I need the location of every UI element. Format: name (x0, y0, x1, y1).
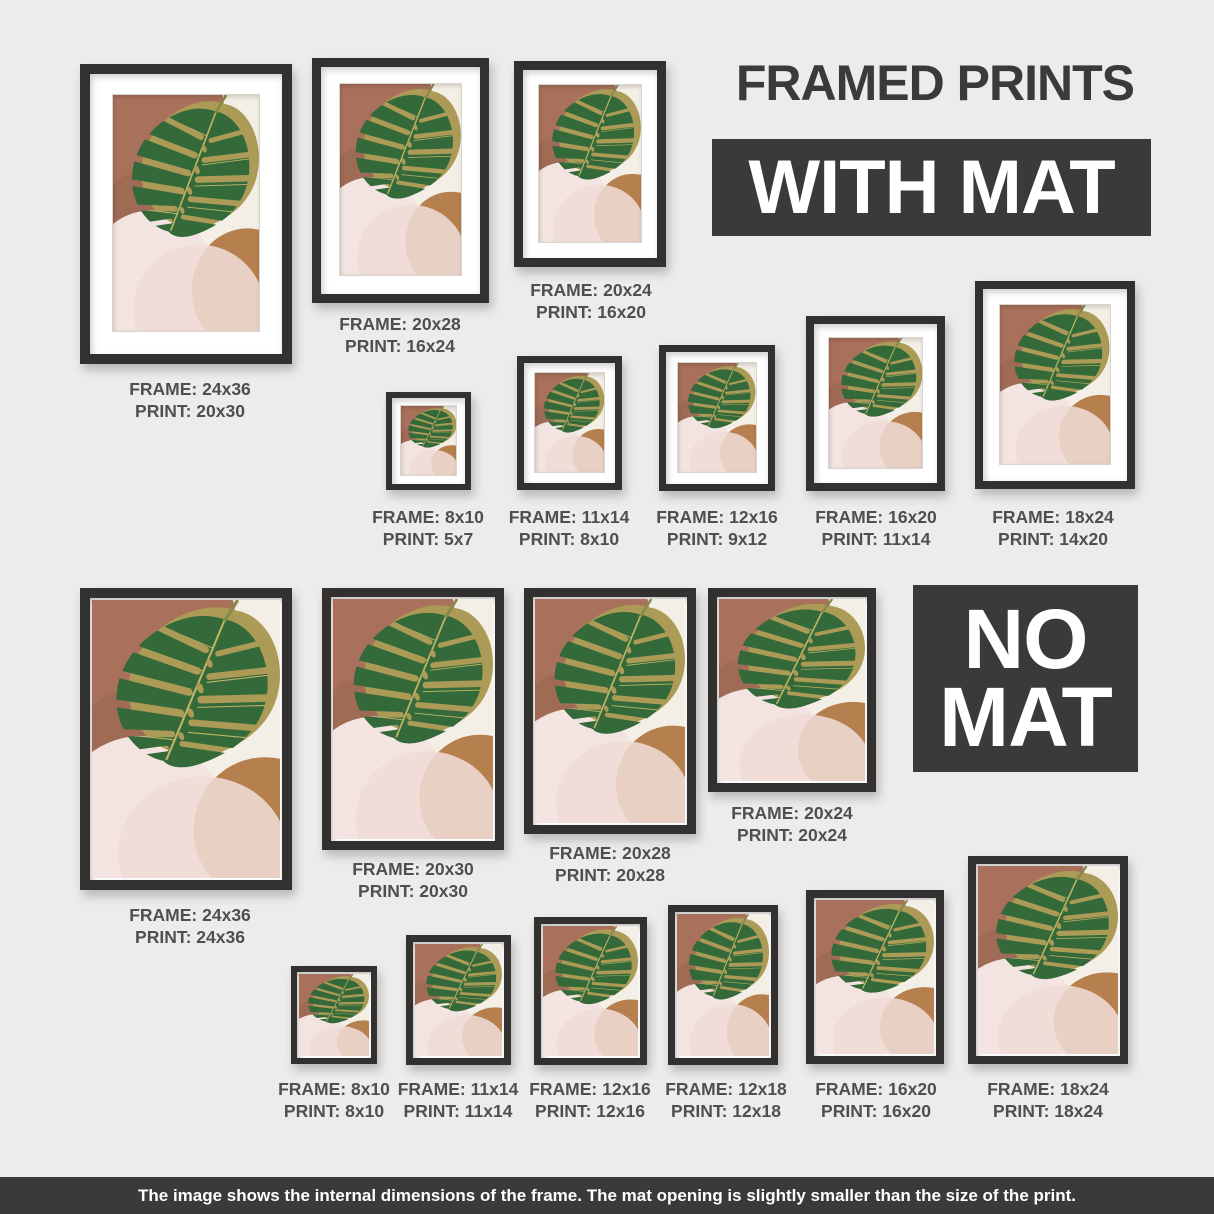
mat (675, 912, 771, 1058)
frame-size-text: FRAME: 24x36 (129, 905, 251, 925)
print-size-text: PRINT: 20x24 (737, 825, 847, 846)
no-mat-label-11x14 (398, 1078, 519, 1123)
mat-opening (539, 85, 641, 242)
with-mat-frame-18x24 (975, 281, 1135, 489)
print-size-text: PRINT: 14x20 (998, 529, 1108, 550)
monstera-leaf-art (677, 914, 769, 1056)
print-size-text: PRINT: 20x28 (555, 865, 665, 886)
print-size-text: PRINT: 11x14 (403, 1101, 513, 1122)
frame-size-text: FRAME: 20x28 (339, 314, 461, 334)
frame-size-text: FRAME: 8x10 (372, 507, 484, 527)
no-mat-frame-12x18 (668, 905, 778, 1065)
print-size-text: PRINT: 12x18 (671, 1101, 781, 1122)
frame-size-text: FRAME: 12x18 (665, 1079, 787, 1099)
print-size-text: PRINT: 16x24 (345, 336, 455, 357)
mat-opening (829, 338, 923, 469)
mat (331, 597, 495, 841)
print-size-text: PRINT: 16x20 (536, 302, 646, 323)
with-mat-label-12x16 (656, 506, 778, 551)
monstera-leaf-art (543, 926, 638, 1056)
mat (297, 972, 371, 1058)
monstera-leaf-art (535, 599, 685, 823)
frame-size-text: FRAME: 12x16 (529, 1079, 651, 1099)
page-title: FRAMED PRINTS (735, 55, 1134, 111)
monstera-leaf-art (415, 944, 502, 1056)
with-mat-banner: WITH MAT (712, 139, 1151, 236)
monstera-leaf-art (113, 95, 259, 331)
no-mat-label-12x18 (665, 1078, 787, 1123)
no-mat-frame-20x28 (524, 588, 696, 834)
monstera-leaf-art (92, 600, 280, 878)
mat (814, 324, 937, 483)
with-mat-label-20x24 (530, 279, 652, 324)
frame-size-text: FRAME: 16x20 (815, 1079, 937, 1099)
monstera-leaf-art (340, 84, 461, 274)
with-mat-frame-16x20 (806, 316, 945, 491)
with-mat-label-24x36 (129, 378, 251, 423)
no-mat-banner (913, 585, 1138, 772)
no-mat-label-8x10 (278, 1078, 390, 1123)
frame-size-text: FRAME: 18x24 (987, 1079, 1109, 1099)
mat (523, 70, 657, 258)
monstera-leaf-art (333, 599, 493, 839)
mat-opening (678, 363, 756, 472)
print-size-text: PRINT: 8x10 (518, 529, 620, 550)
no-mat-banner-line2: MAT (939, 669, 1112, 764)
mat-opening (1000, 305, 1109, 464)
monstera-leaf-art (719, 599, 865, 781)
monstera-leaf-art (678, 363, 756, 472)
no-mat-frame-8x10 (291, 966, 377, 1064)
with-mat-frame-20x24 (514, 61, 666, 267)
mat (666, 352, 768, 484)
no-mat-frame-20x24 (708, 588, 876, 792)
no-mat-frame-12x16 (534, 917, 647, 1065)
frame-size-text: FRAME: 12x16 (656, 507, 778, 527)
mat-opening (401, 406, 457, 475)
frame-size-text: FRAME: 11x14 (508, 507, 630, 527)
with-mat-frame-12x16 (659, 345, 775, 491)
no-mat-banner-line1: NO (963, 592, 1088, 687)
with-mat-frame-11x14 (517, 356, 622, 490)
mat (90, 74, 282, 354)
monstera-leaf-art (829, 338, 923, 469)
no-mat-label-20x30 (352, 858, 474, 903)
frame-size-text: FRAME: 20x24 (731, 803, 853, 823)
no-mat-label-24x36 (129, 904, 251, 949)
frame-size-text: FRAME: 20x24 (530, 280, 652, 300)
monstera-leaf-art (978, 866, 1118, 1054)
frame-size-text: FRAME: 11x14 (397, 1079, 519, 1099)
mat-opening (535, 373, 604, 472)
mat (541, 924, 640, 1058)
frame-size-text: FRAME: 20x28 (549, 843, 671, 863)
mat (524, 363, 615, 483)
frame-size-text: FRAME: 8x10 (278, 1079, 390, 1099)
monstera-leaf-art (539, 85, 641, 242)
monstera-leaf-art (401, 406, 457, 475)
with-mat-label-18x24 (992, 506, 1114, 551)
frame-size-text: FRAME: 24x36 (129, 379, 251, 399)
print-size-text: PRINT: 9x12 (666, 529, 768, 550)
mat (717, 597, 867, 783)
mat-opening (340, 84, 461, 274)
no-mat-label-16x20 (815, 1078, 937, 1123)
with-mat-frame-8x10 (386, 392, 471, 490)
no-mat-label-20x24 (731, 802, 853, 847)
mat (814, 898, 936, 1056)
with-mat-frame-20x28 (312, 58, 489, 303)
monstera-leaf-art (535, 373, 604, 472)
no-mat-frame-11x14 (406, 935, 511, 1065)
with-mat-label-16x20 (815, 506, 937, 551)
no-mat-frame-20x30 (322, 588, 504, 850)
with-mat-label-11x14 (509, 506, 630, 551)
mat (983, 289, 1127, 481)
monstera-leaf-art (299, 974, 369, 1056)
frame-size-text: FRAME: 20x30 (352, 859, 474, 879)
with-mat-label-8x10 (372, 506, 484, 551)
print-size-text: PRINT: 11x14 (821, 529, 931, 550)
no-mat-label-12x16 (529, 1078, 651, 1123)
no-mat-label-18x24 (987, 1078, 1109, 1123)
mat (392, 398, 465, 484)
with-mat-frame-24x36 (80, 64, 292, 364)
print-size-text: PRINT: 5x7 (382, 529, 474, 550)
print-size-text: PRINT: 24x36 (135, 927, 245, 948)
no-mat-label-20x28 (549, 842, 671, 887)
print-size-text: PRINT: 16x20 (821, 1101, 931, 1122)
monstera-leaf-art (816, 900, 934, 1054)
mat (413, 942, 504, 1058)
footer-note: The image shows the internal dimensions of the frame. The mat opening is slightly smaller than the size of the print. (0, 1177, 1214, 1214)
print-size-text: PRINT: 20x30 (358, 881, 468, 902)
no-mat-frame-16x20 (806, 890, 944, 1064)
mat (321, 67, 480, 294)
print-size-text: PRINT: 18x24 (993, 1101, 1103, 1122)
print-size-text: PRINT: 20x30 (135, 401, 245, 422)
print-size-text: PRINT: 12x16 (535, 1101, 645, 1122)
frame-size-text: FRAME: 16x20 (815, 507, 937, 527)
no-mat-frame-24x36 (80, 588, 292, 890)
print-size-text: PRINT: 8x10 (283, 1101, 385, 1122)
with-mat-label-20x28 (339, 313, 461, 358)
monstera-leaf-art (1000, 305, 1109, 464)
no-mat-frame-18x24 (968, 856, 1128, 1064)
mat (90, 598, 282, 880)
mat (533, 597, 687, 825)
mat (976, 864, 1120, 1056)
mat-opening (113, 95, 259, 331)
frame-size-text: FRAME: 18x24 (992, 507, 1114, 527)
